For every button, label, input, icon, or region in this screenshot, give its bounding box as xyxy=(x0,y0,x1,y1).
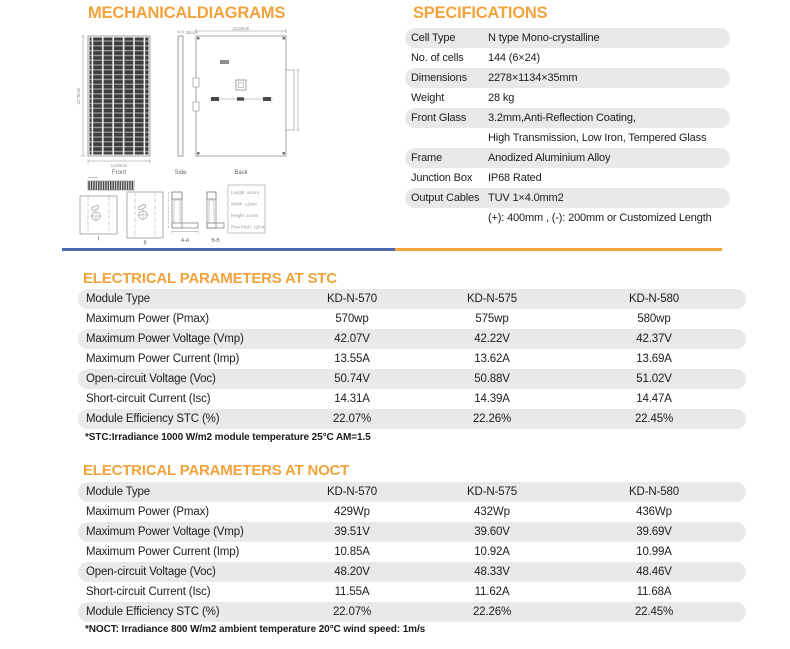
side-view-drawing xyxy=(178,31,183,157)
table-row-pmax xyxy=(78,502,746,522)
cell-value: 10.92A xyxy=(474,546,510,558)
divider-blue-segment xyxy=(62,248,395,251)
cell-value: 10.85A xyxy=(334,546,370,558)
spec-row-weight xyxy=(405,88,730,108)
back-view-label: Back xyxy=(234,170,248,176)
row-label: Maximum Power Current (Imp) xyxy=(86,546,240,558)
cell-value: 580wp xyxy=(637,313,671,325)
cell-value: 11.62A xyxy=(474,586,510,598)
cell-value: 22.26% xyxy=(472,413,512,425)
noct-footnote: *NOCT: Irradiance 800 W/m2 ambient temperature 20°C wind speed: 1m/s xyxy=(85,624,426,635)
tolerance-width: Width: ±2mm xyxy=(231,201,257,207)
tolerance-row-pitch: Row Pitch: ±2mm xyxy=(231,224,266,230)
column-header: Module Type xyxy=(86,486,150,498)
stc-section-title: ELECTRICAL PARAMETERS AT STC xyxy=(83,270,337,287)
column-header: KD-N-575 xyxy=(467,293,517,305)
spec-value: High Transmission, Low Iron, Tempered Glass xyxy=(488,132,707,144)
cell-value: 42.07V xyxy=(334,333,370,345)
tolerance-length: Length: ±2mm xyxy=(231,190,260,195)
cell-value: 10.99A xyxy=(636,546,672,558)
row-label: Maximum Power (Pmax) xyxy=(86,506,209,518)
column-header: KD-N-570 xyxy=(327,293,377,305)
cell-value: 48.20V xyxy=(334,566,370,578)
frame-section-bb xyxy=(207,192,224,228)
spec-value: N type Mono-crystalline xyxy=(488,32,600,44)
spec-row-output-cables xyxy=(405,188,730,208)
cell-value: 50.74V xyxy=(334,373,370,385)
divider-orange-segment xyxy=(395,248,722,251)
table-row-efficiency xyxy=(78,409,746,429)
cell-value: 13.62A xyxy=(474,353,510,365)
mechanical-diagrams-drawing xyxy=(62,26,392,245)
cell-value: 575wp xyxy=(475,313,509,325)
cell-value: 39.60V xyxy=(474,526,510,538)
mounting-slot-upper xyxy=(193,78,199,87)
spec-value: TUV 1×4.0mm2 xyxy=(488,192,564,204)
spec-value: 2278×1134×35mm xyxy=(488,72,578,84)
cell-value: 22.07% xyxy=(332,606,372,618)
cell-value: 48.46V xyxy=(636,566,672,578)
table-row-imp xyxy=(78,349,746,369)
spec-value: Anodized Aluminium Alloy xyxy=(488,152,611,164)
spec-row-frame xyxy=(405,148,730,168)
spec-value: IP68 Rated xyxy=(488,172,542,184)
table-row-voc xyxy=(78,562,746,582)
cell-value: 11.68A xyxy=(636,586,672,598)
section-bb-label: B-B xyxy=(211,238,220,244)
detail-i-label: I xyxy=(97,236,100,243)
spec-label: Junction Box xyxy=(411,172,473,184)
cell-value: 14.47A xyxy=(636,393,672,405)
cell-value: 570wp xyxy=(335,313,369,325)
table-row-efficiency xyxy=(78,602,746,622)
spec-value: 144 (6×24) xyxy=(488,52,541,64)
spec-row-front-glass xyxy=(405,108,730,128)
cell-value: 22.45% xyxy=(634,606,674,618)
cell-value: 22.26% xyxy=(472,606,512,618)
cell-value: 436Wp xyxy=(636,506,672,518)
row-label: Maximum Power Voltage (Vmp) xyxy=(86,526,244,538)
cell-value: 429Wp xyxy=(334,506,370,518)
cell-value: 51.02V xyxy=(636,373,672,385)
cell-value: 50.88V xyxy=(474,373,510,385)
column-header: Module Type xyxy=(86,293,150,305)
noct-table xyxy=(78,482,746,622)
row-label: Maximum Power (Pmax) xyxy=(86,313,209,325)
row-label: Maximum Power Voltage (Vmp) xyxy=(86,333,244,345)
tolerance-box xyxy=(228,185,266,233)
spec-label: Frame xyxy=(411,152,443,164)
cell-value: 42.22V xyxy=(474,333,510,345)
front-view-drawing xyxy=(81,36,150,163)
cell-value: 22.07% xyxy=(332,413,372,425)
back-view-drawing xyxy=(193,29,300,156)
stc-header-row xyxy=(78,289,746,309)
nameplate xyxy=(220,60,229,64)
spec-row-cell-type xyxy=(405,28,730,48)
spec-row-front-glass-cont xyxy=(405,128,730,148)
mounting-rail-zone xyxy=(286,70,294,130)
mechanical-diagrams-title: MECHANICALDIAGRAMS xyxy=(88,4,286,22)
edge-strip-detail xyxy=(88,178,134,191)
row-label: Short-circuit Current (Isc) xyxy=(86,586,211,598)
spec-row-junction-box xyxy=(405,168,730,188)
spec-row-dimensions xyxy=(405,68,730,88)
table-row-isc xyxy=(78,582,746,602)
spec-row-no-of-cells xyxy=(405,48,730,68)
row-label: Module Efficiency STC (%) xyxy=(86,606,220,618)
section-aa-label: A-A xyxy=(180,238,190,244)
column-header: KD-N-570 xyxy=(327,486,377,498)
spec-value: 3.2mm,Anti-Reflection Coating, xyxy=(488,112,636,124)
table-row-vmp xyxy=(78,329,746,349)
row-label: Maximum Power Current (Imp) xyxy=(86,353,240,365)
mounting-detail-i xyxy=(80,196,117,234)
front-width-dimension: 1134mm xyxy=(110,163,128,168)
table-row-pmax xyxy=(78,309,746,329)
output-cables-drawing xyxy=(209,97,273,101)
table-row-vmp xyxy=(78,522,746,542)
spec-label: Dimensions xyxy=(411,72,467,84)
spec-label: Weight xyxy=(411,92,445,104)
specifications-title: SPECIFICATIONS xyxy=(413,4,548,22)
table-row-imp xyxy=(78,542,746,562)
spec-label: No. of cells xyxy=(411,52,464,64)
front-height-dimension: 2278mm xyxy=(76,87,81,105)
spec-value: (+): 400mm , (-): 200mm or Customized Length xyxy=(488,212,712,224)
spec-label: Output Cables xyxy=(411,192,480,204)
cell-value: 14.31A xyxy=(334,393,370,405)
cell-value: 14.39A xyxy=(474,393,510,405)
back-width-dimension: 1134mm xyxy=(232,26,250,31)
stc-table xyxy=(78,289,746,429)
cell-value: 13.55A xyxy=(334,353,370,365)
column-header: KD-N-575 xyxy=(467,486,517,498)
row-label: Module Efficiency STC (%) xyxy=(86,413,220,425)
spec-value: 28 kg xyxy=(488,92,515,104)
row-label: Short-circuit Current (Isc) xyxy=(86,393,211,405)
mounting-slot-lower xyxy=(193,102,199,111)
cell-value: 22.45% xyxy=(634,413,674,425)
cell-value: 13.69A xyxy=(636,353,672,365)
noct-section-title: ELECTRICAL PARAMETERS AT NOCT xyxy=(83,462,350,479)
table-row-isc xyxy=(78,389,746,409)
column-header: KD-N-580 xyxy=(629,293,679,305)
spec-row-output-cables-cont xyxy=(405,208,730,228)
mounting-detail-ii xyxy=(127,192,163,238)
noct-header-row xyxy=(78,482,746,502)
stc-footnote: *STC:Irradiance 1000 W/m2 module temperature 25°C AM=1.5 xyxy=(85,432,371,443)
cell-value: 42.37V xyxy=(636,333,672,345)
column-header: KD-N-580 xyxy=(629,486,679,498)
cell-value: 432Wp xyxy=(474,506,510,518)
cell-value: 48.33V xyxy=(474,566,510,578)
row-label: Open-circuit Voltage (Voc) xyxy=(86,566,216,578)
frame-section-aa xyxy=(169,192,199,233)
cell-value: 39.69V xyxy=(636,526,672,538)
cell-value: 11.55A xyxy=(334,586,370,598)
detail-ii-label: II xyxy=(143,240,147,245)
cell-value: 39.51V xyxy=(334,526,370,538)
front-view-label: Front xyxy=(111,170,127,176)
specifications-table xyxy=(405,28,730,228)
side-thickness-dimension: 35mm xyxy=(185,30,198,35)
spec-label: Cell Type xyxy=(411,32,456,44)
table-row-voc xyxy=(78,369,746,389)
row-label: Open-circuit Voltage (Voc) xyxy=(86,373,216,385)
spec-label: Front Glass xyxy=(411,112,467,124)
tolerance-height: Height: ±1mm xyxy=(231,213,259,218)
side-view-label: Side xyxy=(174,170,187,176)
